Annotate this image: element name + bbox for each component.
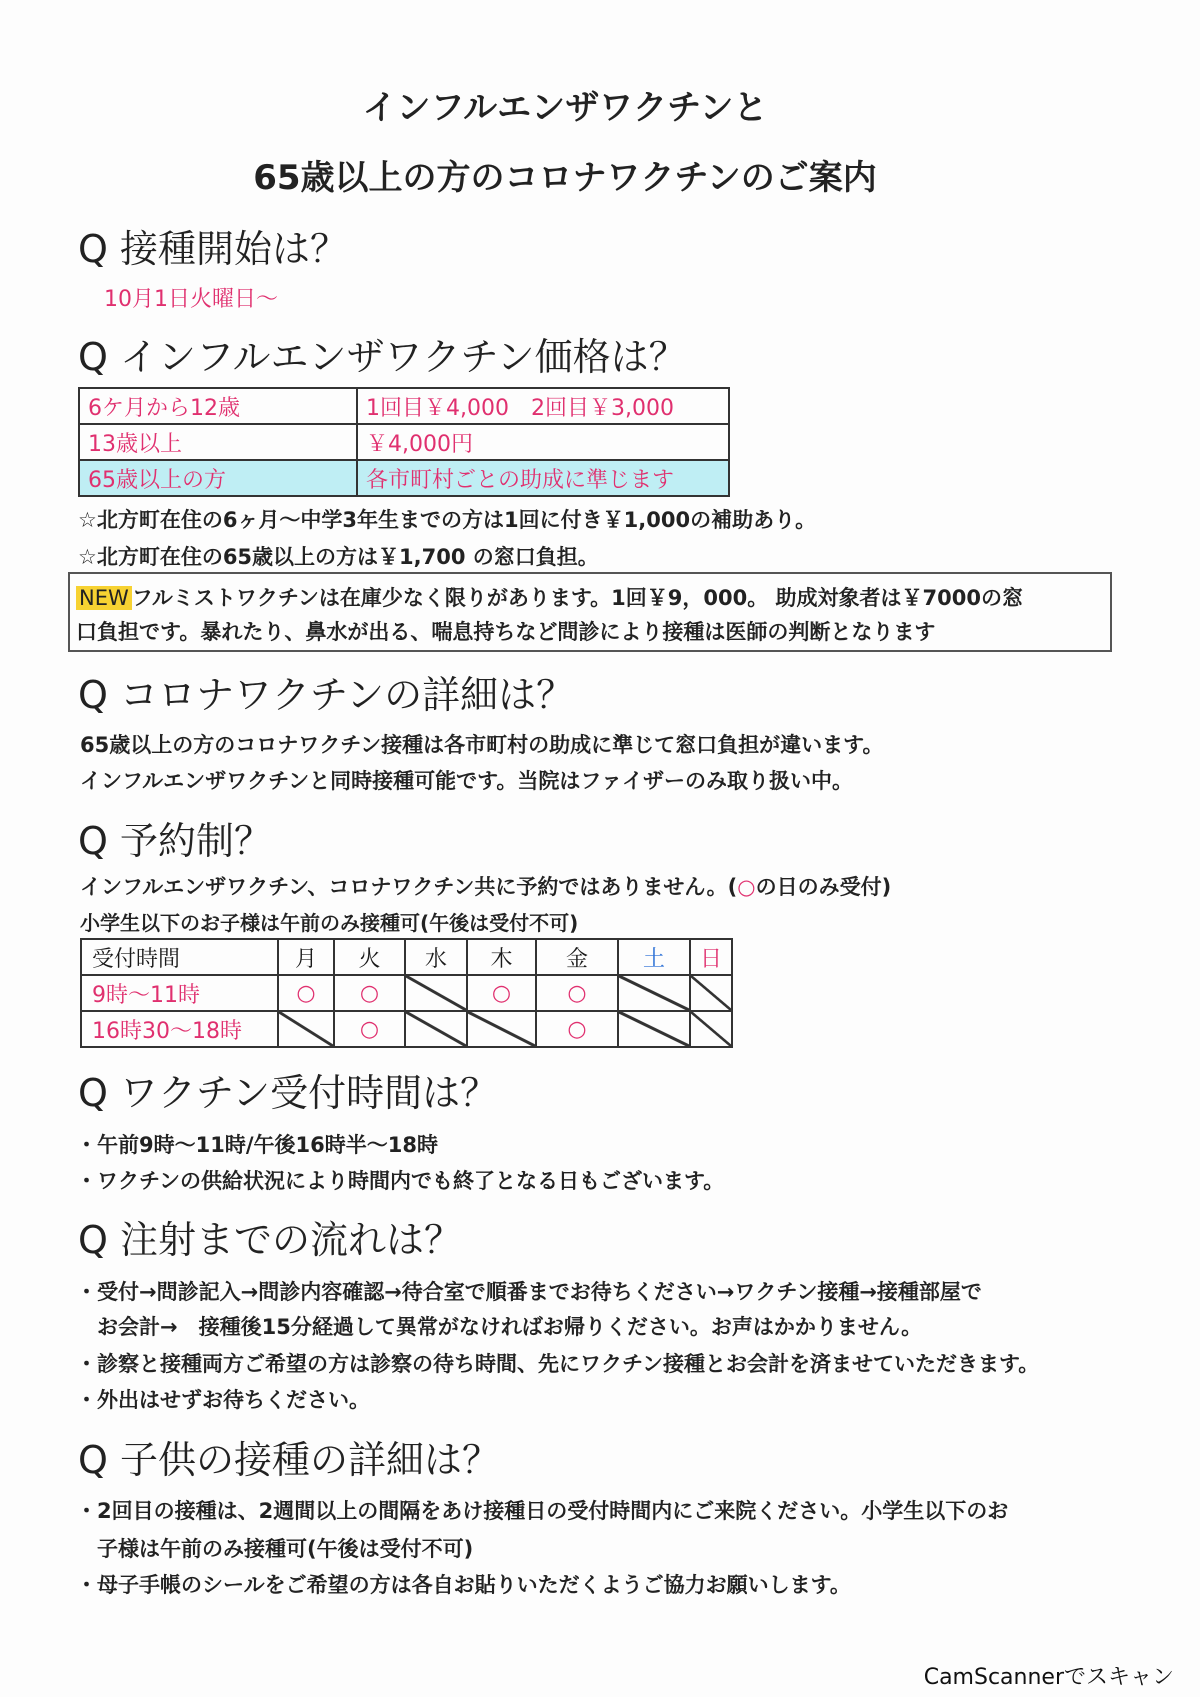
schedule-row <box>81 1011 732 1047</box>
unavailable-slash <box>618 975 690 1011</box>
price-row <box>79 424 729 460</box>
price-age: 65歳以上の方 <box>79 460 357 496</box>
schedule-header: 受付時間 <box>81 939 278 975</box>
title-line2: 65歳以上の方のコロナワクチンのご案内 <box>253 158 877 198</box>
q6-line: お会計→ 接種後15分経過して異常がなければお帰りください。お声はかかりません。 <box>76 1315 923 1339</box>
day-wed: 水 <box>405 939 467 975</box>
available-mark: ○ <box>334 975 405 1011</box>
day-thu: 木 <box>467 939 536 975</box>
price-age: 13歳以上 <box>79 424 357 460</box>
available-mark: ○ <box>334 1011 405 1047</box>
unavailable-slash <box>690 975 732 1011</box>
q6-line: ・受付→問診記入→問診内容確認→待合室で順番までお待ちください→ワクチン接種→接種部屋で <box>76 1280 982 1304</box>
price-value: 各市町村ごとの助成に準じます <box>357 460 729 496</box>
day-tue: 火 <box>334 939 405 975</box>
unavailable-slash <box>278 1011 334 1047</box>
q7-line: ・2回目の接種は、2週間以上の間隔をあけ接種日の受付時間内にご来院ください。小学生以下のお <box>76 1499 1009 1523</box>
q5-line: ・午前9時～11時/午後16時半～18時 <box>76 1133 438 1157</box>
day-fri: 金 <box>536 939 618 975</box>
new-notice-line1 <box>76 582 1023 612</box>
unavailable-slash <box>405 975 467 1011</box>
new-notice-line2: 口負担です。暴れたり、鼻水が出る、喘息持ちなど問診により接種は医師の判断となります <box>76 620 936 644</box>
time-slot: 16時30～18時 <box>81 1011 278 1047</box>
price-value: ￥4,000円 <box>357 424 729 460</box>
q5-heading: Q ワクチン受付時間は？ <box>78 1071 499 1115</box>
new-badge: NEW <box>76 586 132 610</box>
available-mark: ○ <box>536 975 618 1011</box>
q3-line: インフルエンザワクチンと同時接種可能です。当院はファイザーのみ取り扱い中。 <box>80 769 854 793</box>
q6-line: ・外出はせずお待ちください。 <box>76 1388 370 1412</box>
q4-text: の日のみ受付) <box>755 875 892 899</box>
q6-line: ・診察と接種両方ご希望の方は診察の待ち時間、先にワクチン接種とお会計を済ませていただきます。 <box>76 1352 1040 1376</box>
available-mark: ○ <box>536 1011 618 1047</box>
q7-heading: Q 子供の接種の詳細は？ <box>78 1438 500 1482</box>
q4-text: インフルエンザワクチン、コロナワクチン共に予約ではありません。( <box>80 875 738 899</box>
unavailable-slash <box>405 1011 467 1047</box>
price-age: 6ケ月から12歳 <box>79 388 357 424</box>
available-mark: ○ <box>467 975 536 1011</box>
q7-line: ・母子手帳のシールをご希望の方は各自お貼りいただくようご協力お願いします。 <box>76 1573 851 1597</box>
q4-line2: 小学生以下のお子様は午前のみ接種可(午後は受付不可) <box>80 911 579 935</box>
time-slot: 9時～11時 <box>81 975 278 1011</box>
camscanner-footer: CamScannerでスキャン <box>923 1665 1174 1690</box>
schedule-row <box>81 975 732 1011</box>
q4-line1 <box>80 871 891 901</box>
title-line1: インフルエンザワクチンと <box>362 88 768 128</box>
new-text: フルミストワクチンは在庫少なく限りがあります。1回￥9，000。 助成対象者は￥7000の窓 <box>131 586 1023 610</box>
q4-heading: Q 予約制？ <box>78 819 272 863</box>
day-sun: 日 <box>690 939 732 975</box>
q7-line: 子様は午前のみ接種可(午後は受付不可) <box>76 1537 474 1561</box>
q3-heading: Q コロナワクチンの詳細は？ <box>78 673 575 717</box>
note: ☆北方町在住の65歳以上の方は￥1,700 の窓口負担。 <box>78 545 599 569</box>
price-table <box>78 387 730 497</box>
available-mark: ○ <box>278 975 334 1011</box>
q2-heading: Q インフルエンザワクチン価格は？ <box>78 335 687 379</box>
schedule-table <box>80 938 733 1048</box>
day-mon: 月 <box>278 939 334 975</box>
q5-line: ・ワクチンの供給状況により時間内でも終了となる日もございます。 <box>76 1169 725 1193</box>
q6-heading: Q 注射までの流れは？ <box>78 1218 462 1262</box>
q3-line: 65歳以上の方のコロナワクチン接種は各市町村の助成に準じて窓口負担が違います。 <box>80 733 884 757</box>
q1-heading: Q 接種開始は？ <box>78 227 348 271</box>
note: ☆北方町在住の6ヶ月～中学3年生までの方は1回に付き￥1,000の補助あり。 <box>78 508 817 532</box>
circle-mark: ○ <box>737 875 756 899</box>
unavailable-slash <box>467 1011 536 1047</box>
price-value: 1回目￥4,000 2回目￥3,000 <box>357 388 729 424</box>
q1-answer: 10月1日火曜日～ <box>104 287 278 312</box>
unavailable-slash <box>618 1011 690 1047</box>
price-row <box>79 388 729 424</box>
unavailable-slash <box>690 1011 732 1047</box>
price-row <box>79 460 729 496</box>
day-sat: 土 <box>618 939 690 975</box>
